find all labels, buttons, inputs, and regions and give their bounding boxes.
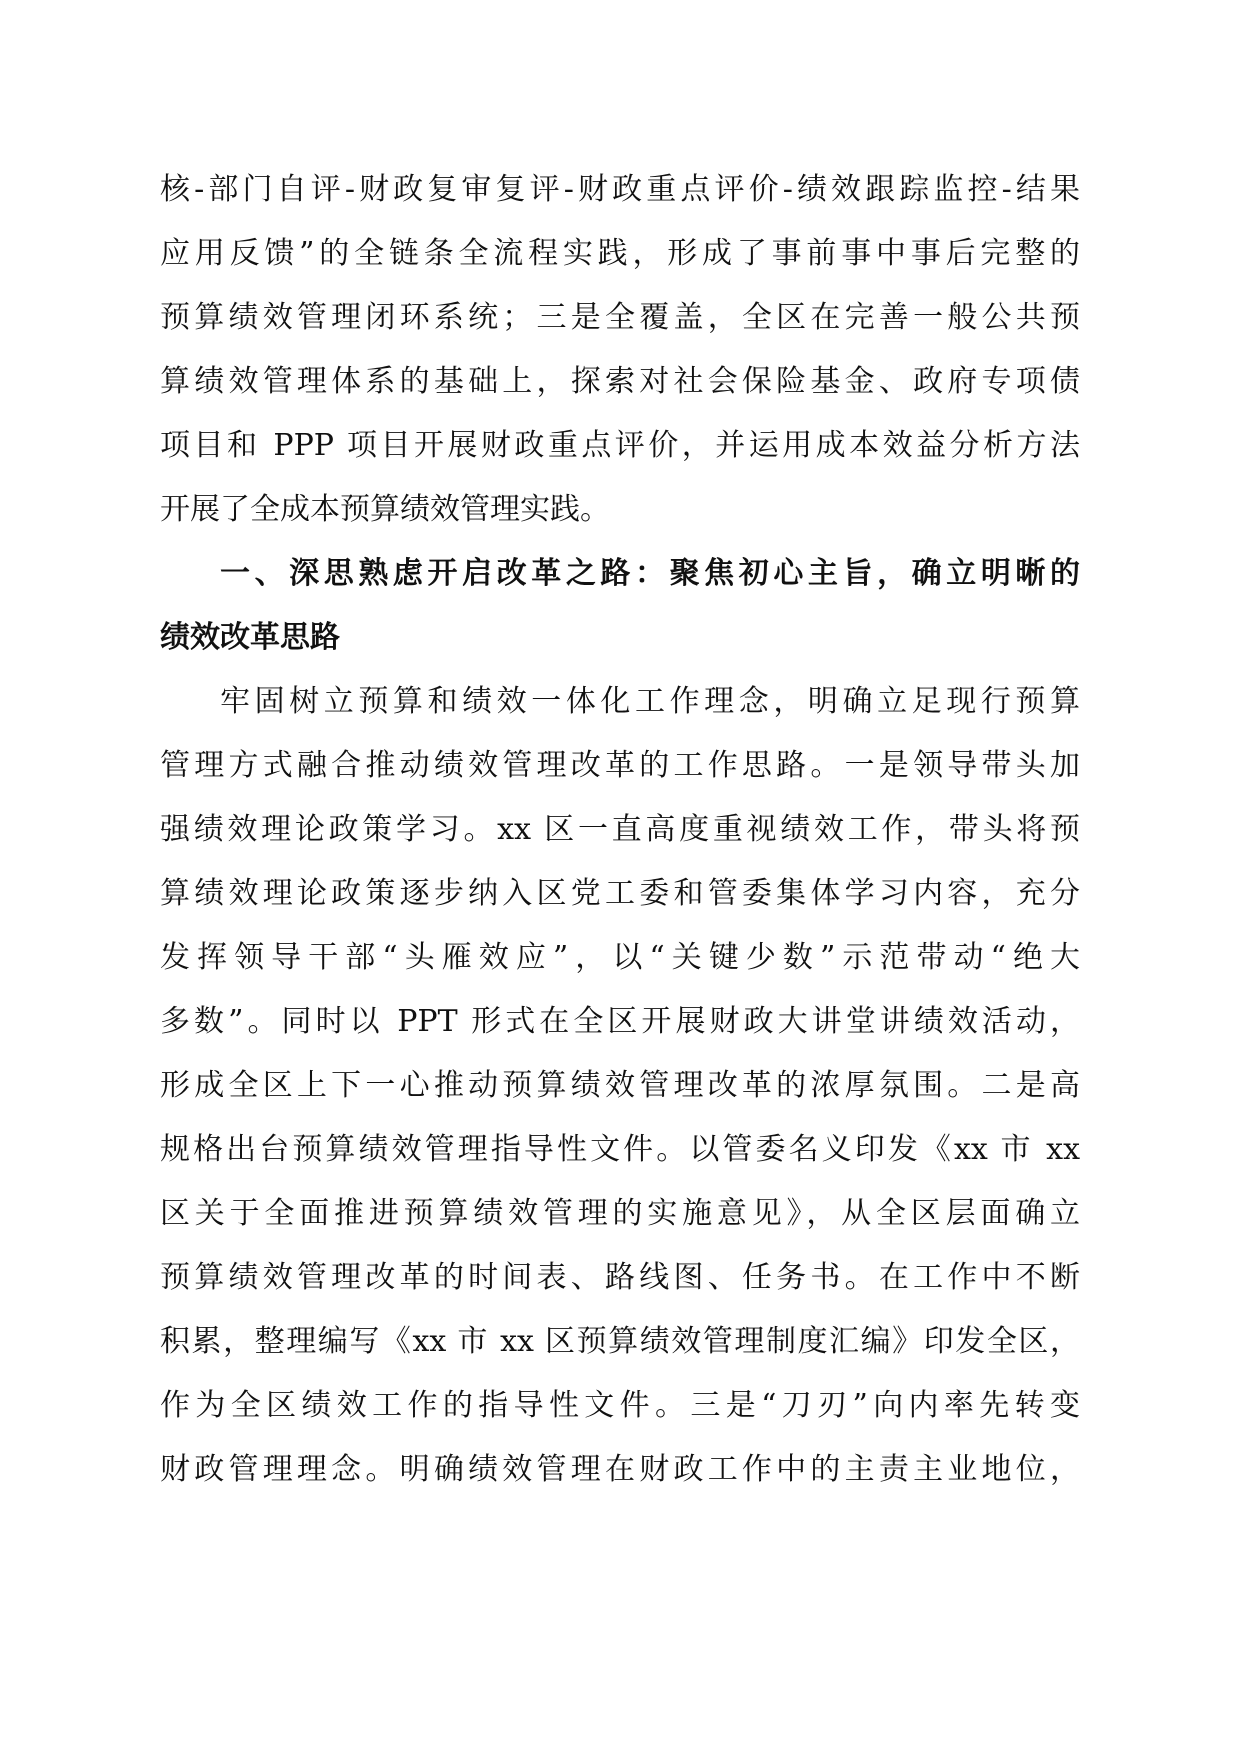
text-line: 预算绩效管理改革的时间表、路线图、任务书。在工作中不断 [160,1260,1080,1295]
text-line: 积累，整理编写《xx 市 xx 区预算绩效管理制度汇编》印发全区， [160,1324,1080,1359]
text-line: 多数”。同时以 PPT 形式在全区开展财政大讲堂讲绩效活动， [160,1004,1080,1039]
text-line: 开展了全成本预算绩效管理实践。 [160,492,610,527]
text-line: 管理方式融合推动绩效管理改革的工作思路。一是领导带头加 [160,748,1080,783]
text-line: 作为全区绩效工作的指导性文件。三是“刀刃”向内率先转变 [160,1388,1080,1423]
text-line: 预算绩效管理闭环系统；三是全覆盖，全区在完善一般公共预 [160,300,1080,335]
heading-line: 一、深思熟虑开启改革之路：聚焦初心主旨，确立明晰的 [220,556,1080,591]
text-line: 发挥领导干部“头雁效应”，以“关键少数”示范带动“绝大 [160,940,1080,975]
text-line: 牢固树立预算和绩效一体化工作理念，明确立足现行预算 [220,684,1080,719]
text-line: 核-部门自评-财政复审复评-财政重点评价-绩效跟踪监控-结果 [160,172,1080,207]
text-line: 区关于全面推进预算绩效管理的实施意见》，从全区层面确立 [160,1196,1080,1231]
text-line: 财政管理理念。明确绩效管理在财政工作中的主责主业地位， [160,1452,1080,1487]
text-line: 项目和 PPP 项目开展财政重点评价，并运用成本效益分析方法 [160,428,1080,463]
text-line: 规格出台预算绩效管理指导性文件。以管委名义印发《xx 市 xx [160,1132,1080,1167]
heading-line: 绩效改革思路 [160,620,340,655]
text-line: 强绩效理论政策学习。xx 区一直高度重视绩效工作，带头将预 [160,812,1080,847]
text-line: 应用反馈”的全链条全流程实践，形成了事前事中事后完整的 [160,236,1080,271]
text-line: 算绩效管理体系的基础上，探索对社会保险基金、政府专项债 [160,364,1080,399]
text-line: 算绩效理论政策逐步纳入区党工委和管委集体学习内容，充分 [160,876,1080,911]
text-line: 形成全区上下一心推动预算绩效管理改革的浓厚氛围。二是高 [160,1068,1080,1103]
